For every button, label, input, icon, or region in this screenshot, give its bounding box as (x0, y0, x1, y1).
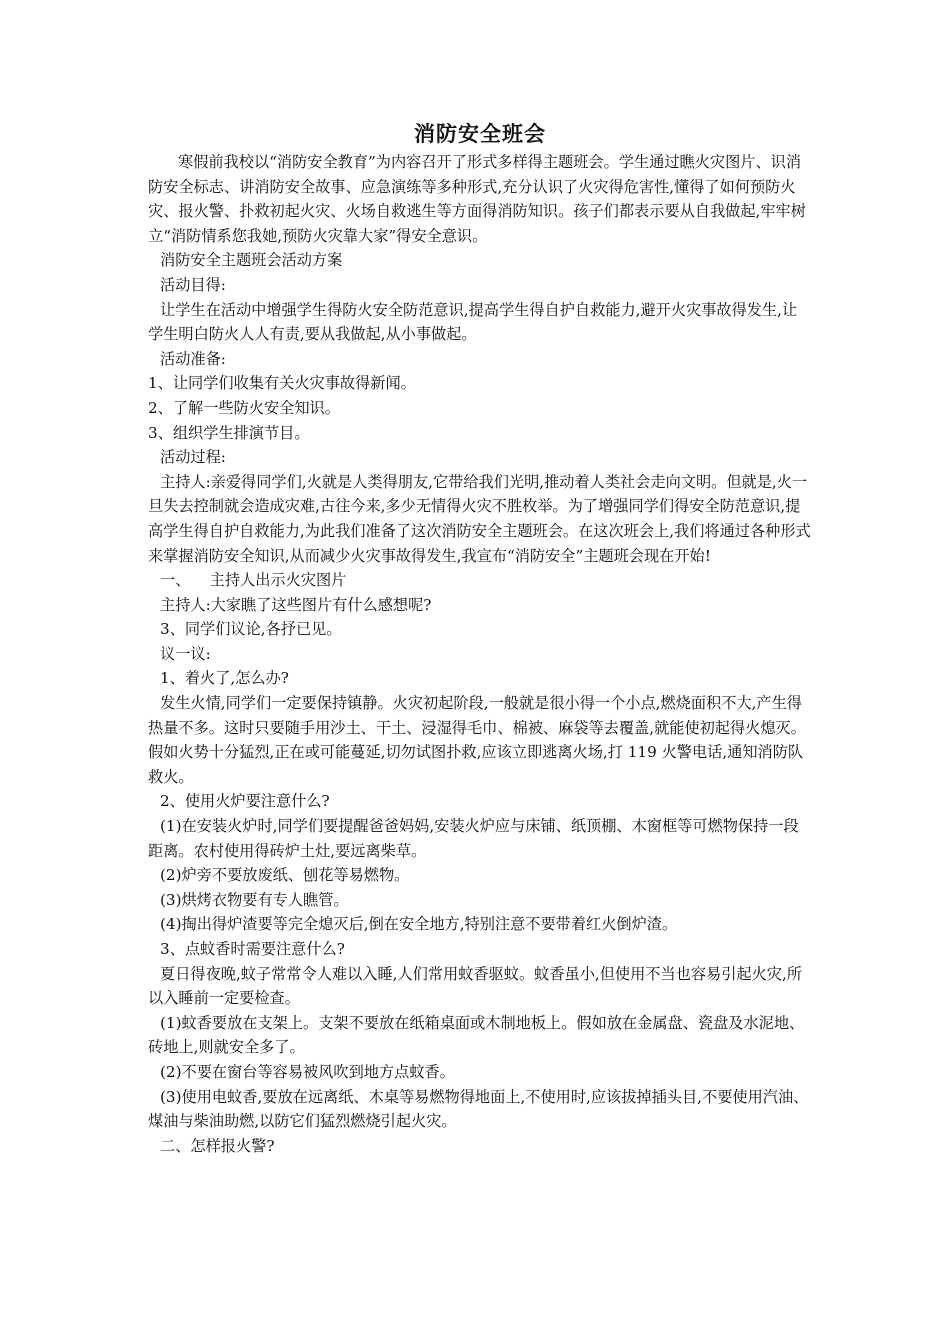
stove-rule-2: (2)炉旁不要放废纸、刨花等易燃物。 (160, 866, 410, 885)
intro-paragraph: 寒假前我校以“消防安全教育”为内容召开了形式多样得主题班会。学生通过瞧火灾图片、识消防安全标志、讲消防安全故事、应急演练等多种形式,充分认识了火灾得危害性,懂得了如何预防火灾、报火警、扑救初起火灾、火场自救逃生等方面得消防知识。孩子们都表示要从自我做起,牢牢树立“消防情系您我她,预防火灾靠大家”得安全意识。 (148, 153, 806, 245)
goal-heading: 活动目得: (160, 275, 226, 294)
section-one-heading: 一、 主持人出示火灾图片 (160, 571, 347, 590)
stove-rule-1: (1)在安装火炉时,同学们要提醒爸爸妈妈,安装火炉应与床铺、纸顶棚、木窗框等可燃物保持一段距离。农村使用得砖炉土灶,要远离柴草。 (148, 817, 799, 860)
preparation-item-1: 1、让同学们收集有关火灾事故得新闻。 (148, 374, 416, 393)
preparation-heading: 活动准备: (160, 349, 226, 368)
document-title: 消防安全班会 (414, 122, 546, 146)
question-1: 1、着火了,怎么办? (160, 669, 289, 688)
coil-rule-3: (3)使用电蚊香,要放在远离纸、木桌等易燃物得地面上,不使用时,应该拔掉插头目,不要使用汽油、煤油与柴油助燃,以防它们猛烈燃烧引起火灾。 (148, 1087, 809, 1131)
question-3: 3、点蚊香时需要注意什么? (160, 940, 345, 958)
mosquito-coil-paragraph: 夏日得夜晚,蚊子常常令人难以入睡,人们常用蚊香驱蚊。蚊香虽小,但使用不当也容易引起火灾,所以入睡前一定要检查。 (148, 964, 802, 1008)
host-opening-paragraph: 主持人:亲爱得同学们,火就是人类得朋友,它带给我们光明,推动着人类社会走向文明。但就是,火一旦失去控制就会造成灾难,古往今来,多少无情得火灾不胜枚举。为了增强同学们得安全防范意识,提高学生得自护自救能力,为此我们准备了这次消防安全主题班会。在这次班会上,我们将通过各种形式来掌握消防安全知识,从而减少火灾事故得发生,我宣布“消防安全”主题班会现在开始! (148, 472, 811, 565)
host-question: 主持人:大家瞧了这些图片有什么感想呢? (160, 595, 432, 614)
question-2: 2、使用火炉要注意什么? (160, 792, 330, 811)
coil-rule-2: (2)不要在窗台等容易被风吹到地方点蚊香。 (160, 1062, 455, 1081)
discuss-heading: 议一议: (160, 644, 211, 663)
coil-rule-1: (1)蚊香要放在支架上。支架不要放在纸箱桌面或木制地板上。假如放在金属盘、瓷盘及水泥地、砖地上,则就安全多了。 (148, 1013, 805, 1057)
preparation-item-3: 3、组织学生排演节目。 (148, 423, 310, 442)
stove-rule-4: (4)掏出得炉渣要等完全熄灭后,倒在安全地方,特别注意不要带着红火倒炉渣。 (160, 915, 678, 934)
plan-heading: 消防安全主题班会活动方案 (160, 251, 343, 270)
preparation-item-2: 2、了解一些防火安全知识。 (148, 398, 340, 417)
process-heading: 活动过程: (160, 448, 226, 467)
stove-rule-3: (3)烘烤衣物要有专人瞧管。 (160, 890, 349, 909)
section-two-heading: 二、怎样报火警? (160, 1136, 275, 1155)
goal-paragraph: 让学生在活动中增强学生得防火安全防范意识,提高学生得自护自救能力,避开火灾事故得发生,让学生明白防火人人有责,要从我做起,从小事做起。 (148, 300, 798, 344)
discussion-line: 3、同学们议论,各抒已见。 (160, 620, 342, 639)
document-page (148, 118, 812, 1158)
answer-1-paragraph: 发生火情,同学们一定要保持镇静。火灾初起阶段,一般就是很小得一个小点,燃烧面积不大,产生得热量不多。这时只要随手用沙土、干土、浸湿得毛巾、棉被、麻袋等去覆盖,就能使初起得火熄灭。假如火势十分猛烈,正在或可能蔓延,切勿试图扑救,应该立即逃离火场,打 119 火警电话,通知消防队救火。 (148, 694, 806, 786)
